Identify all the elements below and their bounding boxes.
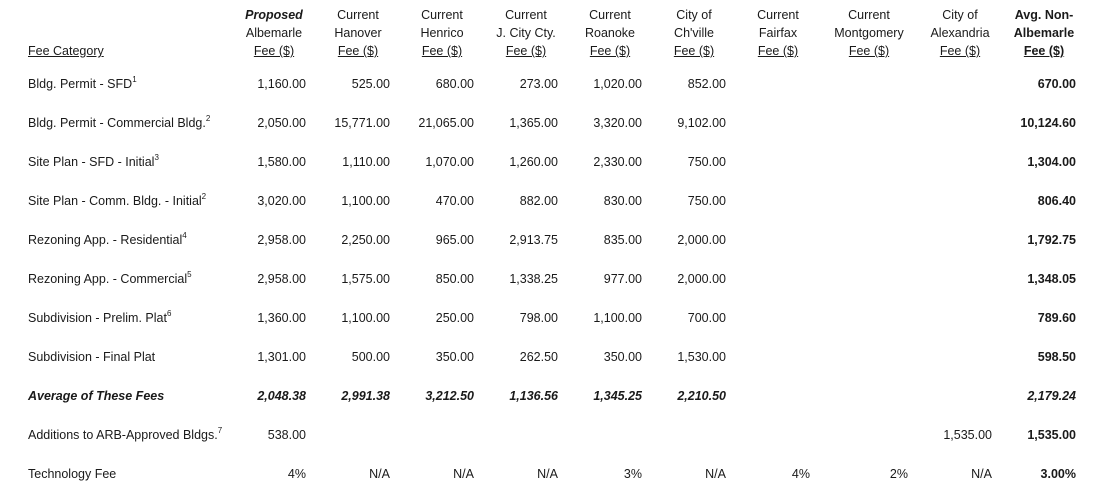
fee-value-cell <box>918 64 1002 103</box>
table-row <box>22 454 1086 493</box>
footnote-marker: 1 <box>132 74 137 84</box>
fee-value-cell: 835.00 <box>603 232 642 247</box>
fee-value-cell: 525.00 <box>351 76 390 91</box>
fee-value-cell: 750.00 <box>687 193 726 208</box>
fee-value-cell: 2,250.00 <box>341 232 390 247</box>
fee-value-cell <box>736 376 820 415</box>
fee-value-cell: 21,065.00 <box>418 115 474 130</box>
header-roanoke: Current Roanoke Fee ($) <box>584 8 636 58</box>
fee-value-cell: 1,070.00 <box>425 154 474 169</box>
fee-category-cell <box>22 415 232 454</box>
fee-value-cell: 1,535.00 <box>1027 427 1076 442</box>
fee-value-cell <box>736 337 820 376</box>
fee-value-cell <box>484 415 568 454</box>
fee-value-cell: 850.00 <box>435 271 474 286</box>
fee-value-cell: 700.00 <box>687 310 726 325</box>
fee-value-cell: 1,160.00 <box>257 76 306 91</box>
fee-value-cell <box>820 415 918 454</box>
fee-value-cell: 1,338.25 <box>509 271 558 286</box>
fee-category-cell <box>22 259 232 298</box>
fee-value-cell <box>918 142 1002 181</box>
fee-value-cell: 1,345.25 <box>593 388 642 403</box>
fee-value-cell: 3% <box>623 466 642 481</box>
fee-value-cell: 1,136.56 <box>509 388 558 403</box>
fee-value-cell <box>652 415 736 454</box>
fee-value-cell: 15,771.00 <box>334 115 390 130</box>
fee-category-cell <box>22 103 232 142</box>
fee-value-cell <box>918 298 1002 337</box>
fee-value-cell <box>736 181 820 220</box>
fee-value-cell <box>918 220 1002 259</box>
fee-value-cell: 2,000.00 <box>677 232 726 247</box>
fee-value-cell <box>316 415 400 454</box>
table-row <box>22 298 1086 337</box>
fee-value-cell: 830.00 <box>603 193 642 208</box>
fee-value-cell: 2,048.38 <box>257 388 306 403</box>
fee-value-cell <box>736 142 820 181</box>
fee-comparison-table <box>22 6 1086 493</box>
fee-value-cell <box>820 259 918 298</box>
fee-value-cell: N/A <box>453 466 474 481</box>
table-body <box>22 64 1086 493</box>
footnote-marker: 3 <box>154 152 159 162</box>
fee-value-cell: 670.00 <box>1037 76 1076 91</box>
fee-category-label: Rezoning App. - Residential <box>28 232 183 247</box>
fee-value-cell: 2,913.75 <box>509 232 558 247</box>
fee-value-cell: 1,100.00 <box>341 193 390 208</box>
fee-value-cell <box>918 259 1002 298</box>
fee-category-label: Bldg. Permit - SFD <box>28 76 133 91</box>
fee-category-cell <box>22 376 232 415</box>
fee-value-cell: 2,958.00 <box>257 271 306 286</box>
fee-value-cell: 2,958.00 <box>257 232 306 247</box>
fee-value-cell: 1,360.00 <box>257 310 306 325</box>
fee-value-cell: 9,102.00 <box>677 115 726 130</box>
fee-value-cell: 2% <box>889 466 908 481</box>
fee-value-cell: 977.00 <box>603 271 642 286</box>
fee-value-cell: 1,304.00 <box>1027 154 1076 169</box>
fee-value-cell: 789.60 <box>1037 310 1076 325</box>
fee-value-cell: 350.00 <box>435 349 474 364</box>
fee-value-cell: N/A <box>705 466 726 481</box>
fee-category-label: Bldg. Permit - Commercial Bldg. <box>28 115 206 130</box>
fee-value-cell <box>820 298 918 337</box>
fee-value-cell: 3.00% <box>1040 466 1076 481</box>
fee-value-cell: 882.00 <box>519 193 558 208</box>
fee-category-label: Technology Fee <box>28 466 117 481</box>
fee-value-cell <box>820 220 918 259</box>
table-row <box>22 181 1086 220</box>
fee-value-cell: 1,100.00 <box>341 310 390 325</box>
fee-category-label: Average of These Fees <box>28 388 165 403</box>
fee-category-cell <box>22 454 232 493</box>
fee-value-cell: 350.00 <box>603 349 642 364</box>
fee-value-cell <box>736 220 820 259</box>
fee-value-cell: 750.00 <box>687 154 726 169</box>
fee-value-cell <box>820 337 918 376</box>
fee-value-cell: 262.50 <box>519 349 558 364</box>
header-fairfax: Current Fairfax Fee ($) <box>757 8 799 58</box>
fee-value-cell <box>568 415 652 454</box>
fee-value-cell: 1,792.75 <box>1027 232 1076 247</box>
footnote-marker: 6 <box>166 308 172 318</box>
fee-value-cell <box>736 103 820 142</box>
footnote-marker: 5 <box>187 269 192 279</box>
fee-value-cell <box>820 64 918 103</box>
header-proposed-albemarle: Proposed Albemarle Fee ($) <box>245 8 303 58</box>
fee-value-cell <box>820 181 918 220</box>
fee-value-cell: 273.00 <box>519 76 558 91</box>
fee-value-cell: 680.00 <box>435 76 474 91</box>
fee-value-cell <box>918 376 1002 415</box>
fee-value-cell: 10,124.60 <box>1020 115 1076 130</box>
fee-value-cell: 470.00 <box>435 193 474 208</box>
fee-value-cell: 1,535.00 <box>943 427 992 442</box>
fee-value-cell: 1,530.00 <box>677 349 726 364</box>
header-avg-non-albemarle: Avg. Non- Albemarle Fee ($) <box>1013 8 1075 58</box>
header-montgomery: Current Montgomery Fee ($) <box>834 8 904 58</box>
fee-value-cell: 2,000.00 <box>677 271 726 286</box>
fee-value-cell <box>918 103 1002 142</box>
fee-category-cell <box>22 220 232 259</box>
fee-value-cell <box>918 337 1002 376</box>
fee-value-cell <box>820 142 918 181</box>
header-alexandria: City of Alexandria Fee ($) <box>930 8 990 58</box>
fee-category-label: Rezoning App. - Commercial <box>28 271 188 286</box>
table-row <box>22 64 1086 103</box>
fee-value-cell: 1,100.00 <box>593 310 642 325</box>
fee-value-cell: 798.00 <box>519 310 558 325</box>
table-row <box>22 142 1086 181</box>
header-charlottesville: City of Ch'ville Fee ($) <box>673 8 715 58</box>
fee-category-label: Subdivision - Prelim. Plat <box>28 310 167 325</box>
fee-value-cell: 3,320.00 <box>593 115 642 130</box>
fee-value-cell <box>400 415 484 454</box>
header-row <box>22 6 1086 64</box>
fee-value-cell <box>820 376 918 415</box>
fee-category-cell <box>22 142 232 181</box>
table-row <box>22 103 1086 142</box>
fee-value-cell: 2,179.24 <box>1027 388 1076 403</box>
fee-value-cell: 4% <box>287 466 306 481</box>
fee-value-cell: 3,020.00 <box>257 193 306 208</box>
fee-value-cell <box>736 259 820 298</box>
fee-value-cell: 852.00 <box>687 76 726 91</box>
fee-value-cell: 2,330.00 <box>593 154 642 169</box>
fee-category-label: Subdivision - Final Plat <box>28 349 156 364</box>
fee-category-cell <box>22 64 232 103</box>
table-row <box>22 259 1086 298</box>
fee-category-label: Site Plan - SFD - Initial <box>28 154 155 169</box>
table-row <box>22 376 1086 415</box>
fee-value-cell: 1,301.00 <box>257 349 306 364</box>
footnote-marker: 7 <box>217 425 223 435</box>
fee-value-cell: 2,210.50 <box>677 388 726 403</box>
table-row <box>22 220 1086 259</box>
fee-category-label: Site Plan - Comm. Bldg. - Initial <box>28 193 202 208</box>
header-fee-category: Fee Category <box>28 44 104 58</box>
fee-value-cell <box>736 298 820 337</box>
fee-value-cell: 2,991.38 <box>341 388 390 403</box>
fee-value-cell: 1,348.05 <box>1027 271 1076 286</box>
fee-category-cell <box>22 181 232 220</box>
table-row <box>22 337 1086 376</box>
fee-value-cell <box>736 415 820 454</box>
fee-value-cell: 2,050.00 <box>257 115 306 130</box>
fee-value-cell: 500.00 <box>351 349 390 364</box>
fee-value-cell: 250.00 <box>435 310 474 325</box>
fee-value-cell: N/A <box>971 466 992 481</box>
fee-value-cell: 538.00 <box>267 427 306 442</box>
fee-value-cell: 1,110.00 <box>342 154 390 169</box>
fee-value-cell: 1,020.00 <box>593 76 642 91</box>
fee-value-cell <box>820 103 918 142</box>
fee-value-cell: 1,580.00 <box>257 154 306 169</box>
fee-value-cell: 1,575.00 <box>341 271 390 286</box>
fee-value-cell: 598.50 <box>1037 349 1076 364</box>
fee-value-cell: N/A <box>537 466 558 481</box>
table-row <box>22 415 1086 454</box>
fee-category-cell <box>22 298 232 337</box>
fee-category-label: Additions to ARB-Approved Bldgs. <box>28 427 218 442</box>
fee-value-cell <box>736 64 820 103</box>
fee-value-cell: 965.00 <box>435 232 474 247</box>
footnote-marker: 2 <box>205 113 211 123</box>
fee-category-cell <box>22 337 232 376</box>
header-hanover: Current Hanover Fee ($) <box>334 8 382 58</box>
footnote-marker: 2 <box>201 191 207 201</box>
fee-value-cell <box>918 181 1002 220</box>
fee-value-cell: 3,212.50 <box>425 388 474 403</box>
header-james-city: Current J. City Cty. Fee ($) <box>496 8 556 58</box>
fee-value-cell: N/A <box>369 466 390 481</box>
fee-value-cell: 4% <box>791 466 810 481</box>
footnote-marker: 4 <box>182 230 187 240</box>
fee-value-cell: 806.40 <box>1037 193 1076 208</box>
fee-value-cell: 1,260.00 <box>509 154 558 169</box>
header-henrico: Current Henrico Fee ($) <box>420 8 464 58</box>
fee-value-cell: 1,365.00 <box>509 115 558 130</box>
